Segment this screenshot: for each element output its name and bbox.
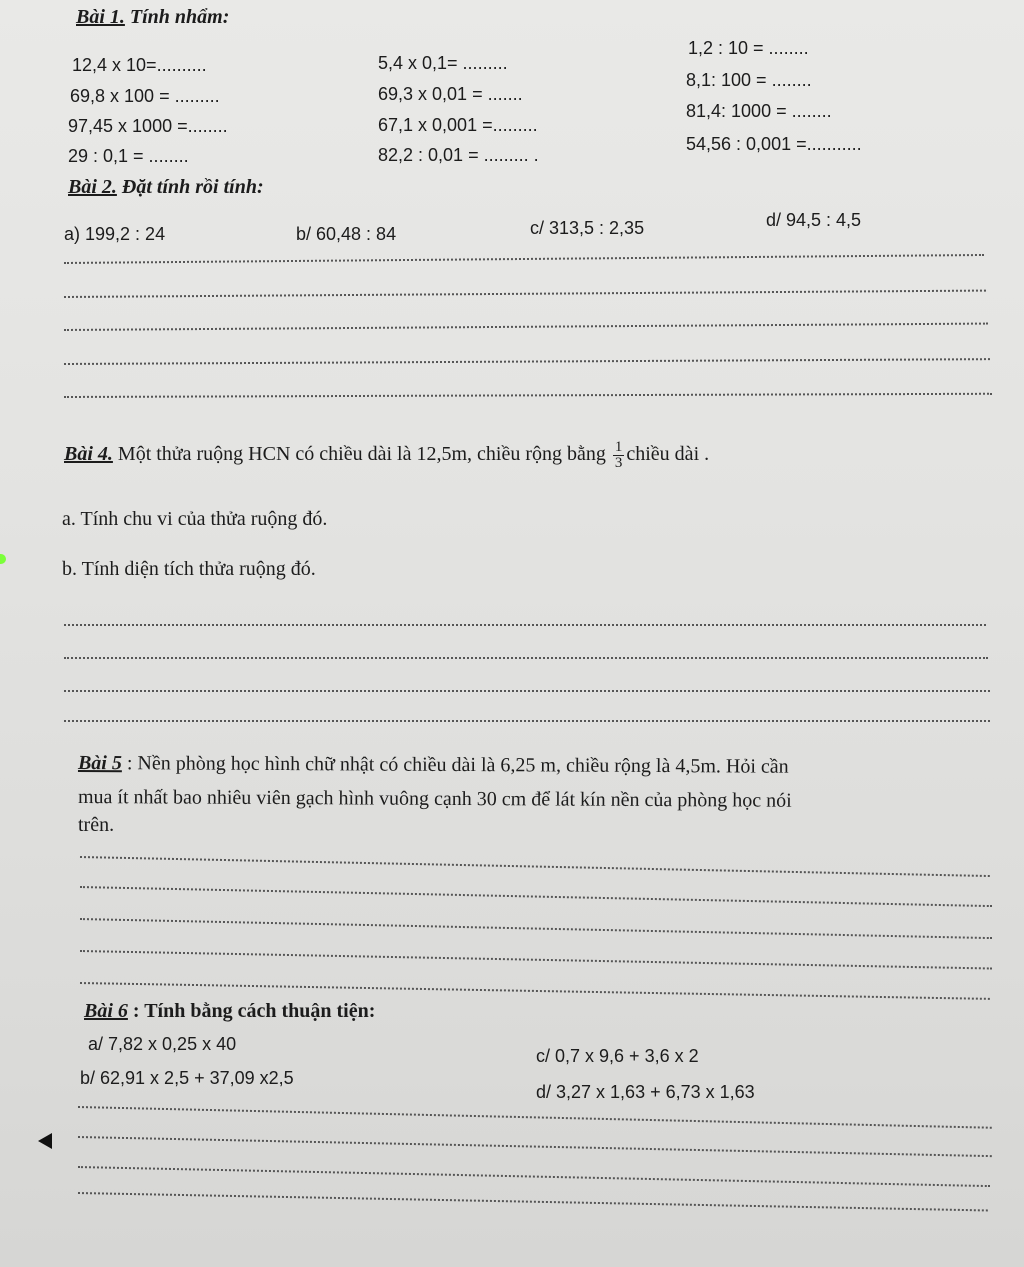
bai4-fraction-numerator: 1 xyxy=(614,439,623,455)
bai4-fraction xyxy=(613,440,625,471)
bai1-c2-r1: 5,4 x 0,1= ......... xyxy=(378,53,508,73)
bai6-answer-line-3 xyxy=(78,1166,990,1187)
bai1-label: Bài 1. xyxy=(76,6,125,28)
bai2-answer-line-1 xyxy=(64,254,984,264)
bai4-answer-line-4 xyxy=(64,720,990,722)
bai4-part-b: b. Tính diện tích thửa ruộng đó. xyxy=(62,558,316,580)
bai6-title-text: : Tính bằng cách thuận tiện: xyxy=(127,1000,376,1022)
bai5-label: Bài 5 xyxy=(77,752,122,775)
bai6-label: Bài 6 xyxy=(84,1000,128,1022)
bai2-answer-line-4 xyxy=(64,358,990,365)
bai6-answer-line-2 xyxy=(78,1136,992,1157)
bai4-fraction-denominator: 3 xyxy=(614,455,623,471)
bai4-text-before: Một thửa ruộng HCN có chiều dài là 12,5m, chiều rộng bằng xyxy=(112,443,611,466)
bai2-answer-line-5 xyxy=(64,393,992,398)
bai1-c3-r4: 54,56 : 0,001 =........... xyxy=(686,134,862,154)
bai5-line-1 xyxy=(78,752,789,779)
bai2-title xyxy=(68,176,264,199)
bai1-c1-r1: 12,4 x 10=.......... xyxy=(72,55,207,75)
bai6-item-c: c/ 0,7 x 9,6 + 3,6 x 2 xyxy=(536,1046,699,1066)
bai6-item-a: a/ 7,82 x 0,25 x 40 xyxy=(88,1034,237,1054)
bai4-answer-line-3 xyxy=(64,690,990,692)
bai1-title xyxy=(76,6,229,29)
bai1-title-text: Tính nhẩm: xyxy=(124,6,230,28)
bai5-line-2: mua ít nhất bao nhiêu viên gạch hình vuông cạnh 30 cm để lát kín nền của phòng học nói xyxy=(77,786,792,812)
bai2-item-b: b/ 60,48 : 84 xyxy=(296,224,397,244)
bai2-item-c: c/ 313,5 : 2,35 xyxy=(530,218,645,238)
bai2-answer-line-3 xyxy=(64,323,988,331)
bai6-title xyxy=(84,1000,375,1023)
bai5-line-3: trên. xyxy=(78,814,115,836)
black-pin-marker xyxy=(38,1133,52,1149)
bai1-c2-r2: 69,3 x 0,01 = ....... xyxy=(378,84,523,104)
bai6-item-b: b/ 62,91 x 2,5 + 37,09 x2,5 xyxy=(80,1068,294,1088)
bai4-problem xyxy=(64,440,709,471)
bai4-part-a: a. Tính chu vi của thửa ruộng đó. xyxy=(62,508,328,530)
bai6-answer-line-1 xyxy=(78,1106,992,1129)
bai5-answer-line-2 xyxy=(80,886,992,907)
bai2-item-d: d/ 94,5 : 4,5 xyxy=(766,210,862,230)
bai1-c1-r2: 69,8 x 100 = ......... xyxy=(70,86,220,106)
bai6-item-d: d/ 3,27 x 1,63 + 6,73 x 1,63 xyxy=(536,1082,755,1102)
bai5-text-1: : Nền phòng học hình chữ nhật có chiều dài là 6,25 m, chiều rộng là 4,5m. Hỏi cần xyxy=(121,752,789,778)
bai4-answer-line-1 xyxy=(64,624,986,626)
bai1-c1-r3: 97,45 x 1000 =........ xyxy=(68,116,228,136)
bai5-answer-line-4 xyxy=(80,950,992,970)
bai4-answer-line-2 xyxy=(64,657,988,659)
bai1-c3-r1: 1,2 : 10 = ........ xyxy=(688,38,809,58)
bai1-c2-r3: 67,1 x 0,001 =......... xyxy=(378,115,538,135)
bai1-c3-r2: 8,1: 100 = ........ xyxy=(686,70,812,90)
bai2-item-a: a) 199,2 : 24 xyxy=(64,224,166,244)
bai5-answer-line-3 xyxy=(80,918,992,939)
bai2-answer-line-2 xyxy=(64,290,986,298)
bai1-c3-r3: 81,4: 1000 = ........ xyxy=(686,101,832,121)
bai2-label: Bài 2. xyxy=(68,176,117,198)
bai6-answer-line-4 xyxy=(78,1192,988,1211)
bai2-title-text: Đặt tính rồi tính: xyxy=(116,176,264,198)
bai5-answer-line-1 xyxy=(80,856,990,877)
bai1-c1-r4: 29 : 0,1 = ........ xyxy=(68,146,189,166)
green-dot-marker xyxy=(0,554,6,564)
bai4-text-after: chiều dài . xyxy=(626,443,710,466)
bai5-answer-line-5 xyxy=(80,982,990,1000)
bai1-c2-r4: 82,2 : 0,01 = ......... . xyxy=(378,145,539,165)
bai4-label: Bài 4. xyxy=(64,443,113,466)
